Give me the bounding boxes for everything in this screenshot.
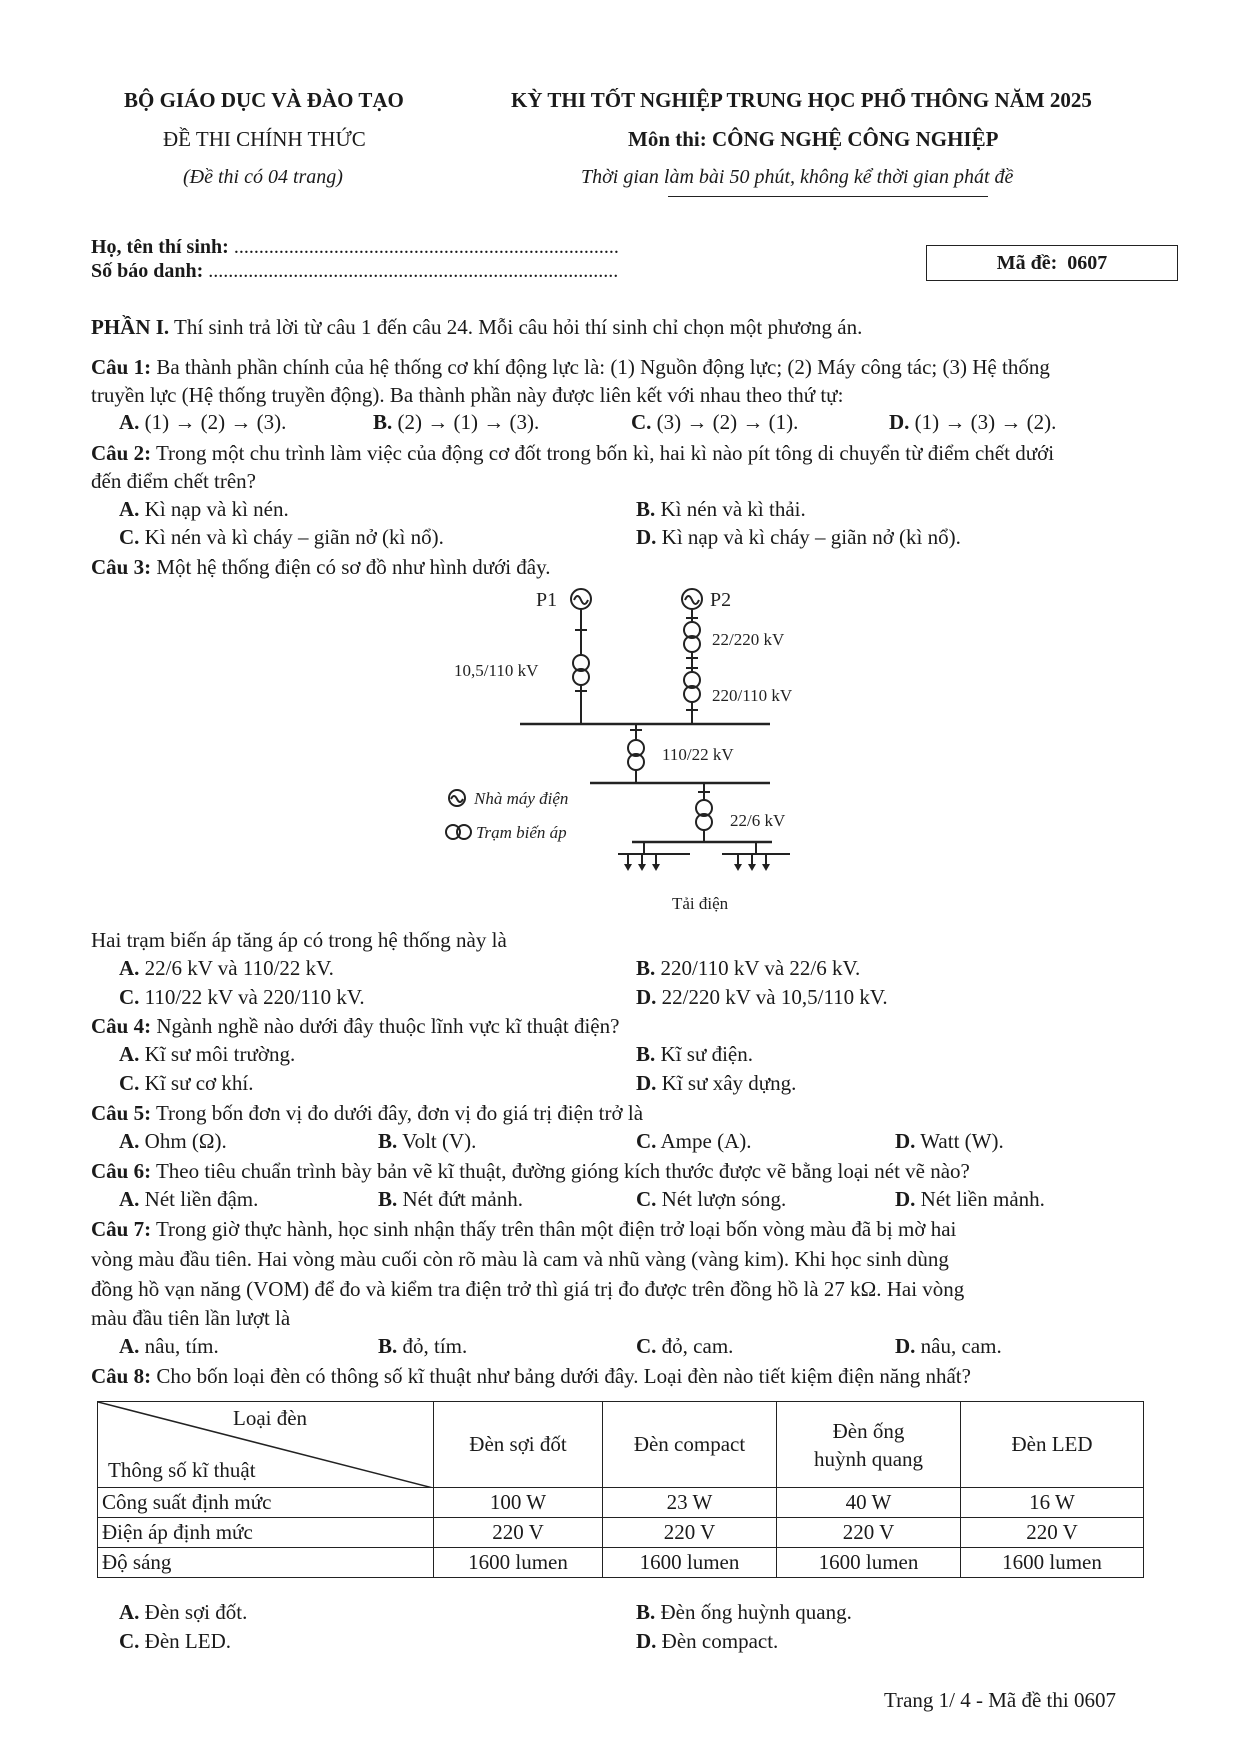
part1-label: PHẦN I.	[91, 315, 170, 339]
table-row	[98, 1548, 1144, 1578]
table-cell: 220 V	[961, 1518, 1144, 1548]
question-number: Câu 1:	[91, 355, 152, 379]
table-cell: 220 V	[603, 1518, 777, 1548]
exam-code: 0607	[1067, 252, 1108, 274]
q7-option-d[interactable]: D. nâu, cam.	[895, 1334, 1002, 1358]
question-text: Trong một chu trình làm việc của động cơ đốt trong bốn kì, hai kì nào pít tông di chuyển từ điểm chết dưới	[155, 441, 1055, 465]
question-1	[91, 354, 1050, 381]
q6-option-d[interactable]: D. Nét liền mảnh.	[895, 1187, 1045, 1211]
exam-code-box	[926, 245, 1178, 281]
pages-note: (Đề thi có 04 trang)	[183, 166, 343, 188]
question-number: Câu 3:	[91, 555, 152, 579]
q1-option-b[interactable]: B. (2) → (1) → (3).	[373, 410, 540, 434]
q2-option-b[interactable]: B. Kì nén và kì thải.	[636, 497, 806, 521]
question-6	[91, 1158, 970, 1185]
question-7	[91, 1216, 956, 1243]
label-transformer-low: 22/6 kV	[730, 811, 786, 830]
question-2	[91, 440, 1054, 467]
q5-option-c[interactable]: C. Ampe (A).	[636, 1129, 752, 1153]
q8-option-d[interactable]: D. Đèn compact.	[636, 1629, 779, 1653]
question-text: Trong bốn đơn vị đo dưới đây, đơn vị đo giá trị điện trở là	[155, 1101, 644, 1125]
table-row	[98, 1488, 1144, 1518]
question-5	[91, 1100, 643, 1127]
q5-option-a[interactable]: A. Ohm (Ω).	[119, 1129, 227, 1153]
q7-option-c[interactable]: C. đỏ, cam.	[636, 1334, 734, 1358]
question-3	[91, 554, 551, 581]
question-number: Câu 7:	[91, 1217, 152, 1241]
question-number: Câu 8:	[91, 1364, 152, 1388]
table-cell: 100 W	[434, 1488, 603, 1518]
q7-option-a[interactable]: A. nâu, tím.	[119, 1334, 219, 1358]
lamp-spec-table	[97, 1401, 1144, 1578]
page-footer: Trang 1/ 4 - Mã đề thi 0607	[884, 1688, 1116, 1712]
q3-option-a[interactable]: A. 22/6 kV và 110/22 kV.	[119, 956, 334, 980]
question-text: Trong giờ thực hành, học sinh nhận thấy trên thân một điện trở loại bốn vòng màu đã bị mờ hai	[155, 1217, 957, 1241]
part1-text: Thí sinh trả lời từ câu 1 đến câu 24. Mỗi câu hỏi thí sinh chỉ chọn một phương án.	[174, 315, 863, 339]
q1-option-a[interactable]: A. (1) → (2) → (3).	[119, 410, 287, 434]
question-1-line-2: truyền lực (Hệ thống truyền động). Ba thành phần này được liên kết với nhau theo thứ tự:	[91, 383, 844, 407]
candidate-name-label: Họ, tên thí sinh:	[91, 236, 229, 258]
corner-top-label: Loại đèn	[233, 1406, 308, 1430]
question-text: Ba thành phần chính của hệ thống cơ khí động lực là: (1) Nguồn động lực; (2) Máy công tác; (3) Hệ thống	[156, 355, 1050, 379]
table-col-header: Đèn ống huỳnh quang	[777, 1402, 961, 1488]
q8-option-c[interactable]: C. Đèn LED.	[119, 1629, 231, 1653]
question-7-line-2: vòng màu đầu tiên. Hai vòng màu cuối còn rõ màu là cam và nhũ vàng (vàng kim). Khi học sinh dùng	[91, 1247, 949, 1271]
part1-heading	[91, 314, 862, 341]
subject-label: Môn thi:	[628, 127, 707, 151]
q5-option-b[interactable]: B. Volt (V).	[378, 1129, 477, 1153]
label-load: Tải điện	[672, 894, 729, 913]
question-number: Câu 6:	[91, 1159, 152, 1183]
question-4	[91, 1013, 619, 1040]
table-header-row	[98, 1402, 1144, 1488]
time-note: Thời gian làm bài 50 phút, không kể thời gian phát đề	[581, 166, 1014, 188]
question-3-after: Hai trạm biến áp tăng áp có trong hệ thống này là	[91, 928, 507, 952]
table-cell: 1600 lumen	[434, 1548, 603, 1578]
q3-option-b[interactable]: B. 220/110 kV và 22/6 kV.	[636, 956, 861, 980]
table-cell: 40 W	[777, 1488, 961, 1518]
question-text: Ngành nghề nào dưới đây thuộc lĩnh vực kĩ thuật điện?	[156, 1014, 620, 1038]
official-label: ĐỀ THI CHÍNH THỨC	[163, 127, 366, 151]
q5-option-d[interactable]: D. Watt (W).	[895, 1129, 1004, 1153]
q8-option-a[interactable]: A. Đèn sợi đốt.	[119, 1600, 248, 1624]
q4-option-d[interactable]: D. Kĩ sư xây dựng.	[636, 1071, 797, 1095]
table-col-header: Đèn compact	[603, 1402, 777, 1488]
label-p1: P1	[536, 589, 558, 611]
table-col-header: Đèn LED	[961, 1402, 1144, 1488]
table-cell: 16 W	[961, 1488, 1144, 1518]
q8-option-b[interactable]: B. Đèn ống huỳnh quang.	[636, 1600, 852, 1624]
q6-option-c[interactable]: C. Nét lượn sóng.	[636, 1187, 787, 1211]
candidate-id-label: Số báo danh:	[91, 260, 204, 282]
power-system-diagram	[440, 580, 860, 920]
label-transformer-mid: 110/22 kV	[662, 745, 734, 764]
question-text: Một hệ thống điện có sơ đồ như hình dưới đây.	[156, 555, 551, 579]
table-cell: 1600 lumen	[603, 1548, 777, 1578]
generator-p1-wave	[574, 596, 588, 604]
legend-plant-label: Nhà máy điện	[474, 789, 569, 808]
table-row-label: Công suất định mức	[98, 1488, 434, 1518]
q6-option-a[interactable]: A. Nét liền đậm.	[119, 1187, 259, 1211]
question-number: Câu 4:	[91, 1014, 152, 1038]
label-transformer-p2-down: 220/110 kV	[712, 686, 793, 705]
exam-title: KỲ THI TỐT NGHIỆP TRUNG HỌC PHỔ THÔNG NĂM 2025	[511, 88, 1092, 112]
q2-option-d[interactable]: D. Kì nạp và kì cháy – giãn nở (kì nổ).	[636, 525, 961, 549]
candidate-name-dots: .............................................................................	[233, 236, 619, 258]
q3-option-d[interactable]: D. 22/220 kV và 10,5/110 kV.	[636, 985, 888, 1009]
question-text: Cho bốn loại đèn có thông số kĩ thuật như bảng dưới đây. Loại đèn nào tiết kiệm điện năng nhất?	[156, 1364, 971, 1388]
table-cell: 1600 lumen	[961, 1548, 1144, 1578]
table-row-label: Độ sáng	[98, 1548, 434, 1578]
table-cell: 220 V	[777, 1518, 961, 1548]
q7-option-b[interactable]: B. đỏ, tím.	[378, 1334, 468, 1358]
question-text: Theo tiêu chuẩn trình bày bản vẽ kĩ thuật, đường gióng kích thước được vẽ bằng loại nét vẽ nào?	[155, 1159, 970, 1183]
table-row-label: Điện áp định mức	[98, 1518, 434, 1548]
question-number: Câu 2:	[91, 441, 152, 465]
q2-option-a[interactable]: A. Kì nạp và kì nén.	[119, 497, 289, 521]
label-transformer-p2-up: 22/220 kV	[712, 630, 785, 649]
table-corner-cell	[98, 1402, 434, 1488]
table-cell: 220 V	[434, 1518, 603, 1548]
table-cell: 1600 lumen	[777, 1548, 961, 1578]
q4-option-a[interactable]: A. Kĩ sư môi trường.	[119, 1042, 296, 1066]
table-row	[98, 1518, 1144, 1548]
label-p2: P2	[710, 589, 732, 611]
exam-code-label: Mã đề:	[996, 252, 1058, 274]
subject-line	[628, 127, 998, 152]
question-7-line-4: màu đầu tiên lần lượt là	[91, 1306, 291, 1330]
q3-option-c[interactable]: C. 110/22 kV và 220/110 kV.	[119, 985, 365, 1009]
ministry-name: BỘ GIÁO DỤC VÀ ĐÀO TẠO	[124, 88, 404, 112]
q6-option-b[interactable]: B. Nét đứt mảnh.	[378, 1187, 523, 1211]
header-divider	[668, 196, 988, 197]
question-2-line-2: đến điểm chết trên?	[91, 469, 257, 493]
q1-option-d[interactable]: D. (1) → (3) → (2).	[889, 410, 1057, 434]
q2-option-c[interactable]: C. Kì nén và kì cháy – giãn nở (kì nổ).	[119, 525, 444, 549]
q1-option-c[interactable]: C. (3) → (2) → (1).	[631, 410, 799, 434]
table-cell: 23 W	[603, 1488, 777, 1518]
q4-option-b[interactable]: B. Kĩ sư điện.	[636, 1042, 753, 1066]
candidate-name-line	[91, 236, 619, 259]
question-8	[91, 1363, 971, 1390]
table-col-header: Đèn sợi đốt	[434, 1402, 603, 1488]
corner-bottom-label: Thông số kĩ thuật	[108, 1458, 256, 1482]
question-7-line-3: đồng hồ vạn năng (VOM) để đo và kiểm tra điện trở thì giá trị đo được trên đồng hồ là 27 kΩ. Hai vòng	[91, 1277, 965, 1301]
label-transformer-p1: 10,5/110 kV	[454, 661, 539, 680]
q4-option-c[interactable]: C. Kĩ sư cơ khí.	[119, 1071, 254, 1095]
subject-name: CÔNG NGHỆ CÔNG NGHIỆP	[712, 127, 999, 151]
candidate-id-dots: ..................................................................................	[208, 260, 619, 282]
legend-substation-label: Trạm biến áp	[476, 823, 567, 842]
candidate-id-line	[91, 260, 618, 283]
question-number: Câu 5:	[91, 1101, 152, 1125]
